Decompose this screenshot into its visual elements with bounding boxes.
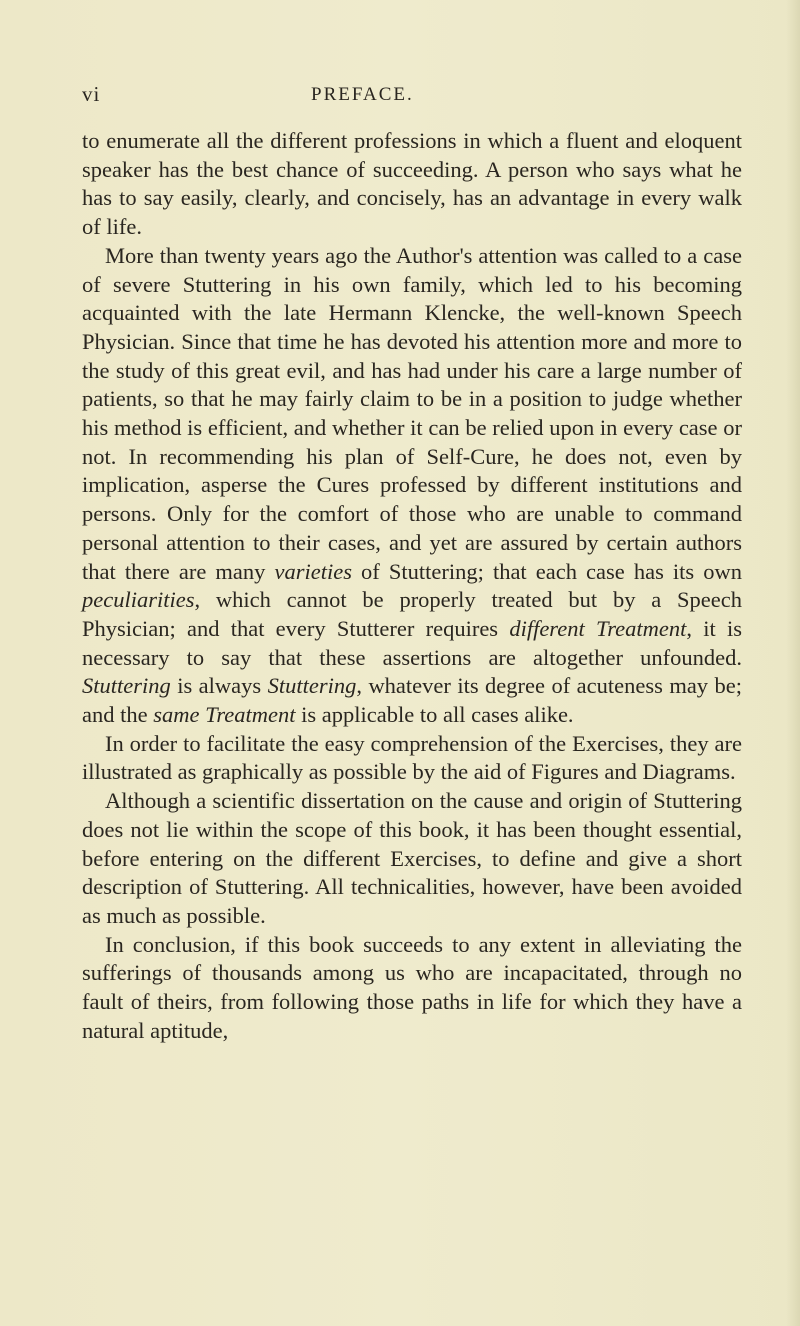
text-segment: In conclusion, if this book succeeds to any extent in alleviating the sufferings of thousands among us who are incapacitated, through no fault of theirs, from following those paths in life for which they have a natural aptitude, [82,931,742,1043]
text-segment: , whatever its degree of acuteness may be; and the [82,673,742,728]
italic-text: peculiarities [82,587,195,613]
body-text [82,127,742,1046]
text-segment: , which cannot be properly treated but by a Speech Physician; and that every Stutterer requires [82,587,742,641]
text-segment: to enumerate all the different professions in which a fluent and eloquent speaker has the best chance of succeeding. A person who says what he has to say easily, clearly, and concisely, has an advantage in every walk of life. [82,128,742,240]
paragraph [82,787,742,931]
italic-text: Stuttering [267,673,357,699]
italic-text: different Treatment [509,615,687,641]
text-segment: is always [170,673,268,699]
italic-text: same Treatment [153,702,296,728]
italic-text: Stuttering [82,673,171,699]
text-segment: More than twenty years ago the Author's attention was called to a case of severe Stuttering in his own family, which led to his becoming acquainted with the late Hermann Klencke, the well-known Speech Physician. Since that time he has devoted his attention more and more to the study of this great evil, and has had under his care a large number of patients, so that he may fairly claim to be in a position to judge whether his method is efficient, and whether it can be relied upon in every case or not. In recommending his plan of Self-Cure, he does not, even by implication, asperse the Cures professed by different institutions and persons. Only for the comfort of those who are unable to command personal attention to their cases, and yet are assured by certain authors that there are many [82,242,742,584]
page-edge-shadow [786,0,800,1326]
text-segment: Although a scientific dissertation on the cause and origin of Stuttering does not lie within the scope of this book, it has been thought essential, before entering on the different Exercises, to define and give a short description of Stuttering. All technicalities, however, have been avoided as much as possible. [82,788,742,928]
text-segment: , it is necessary to say that these assertions are altogether unfounded. [82,615,742,670]
paragraph [82,127,742,242]
paragraph [82,730,742,787]
text-segment: of Stuttering; that each case has its own [351,558,742,584]
page-header [0,82,800,112]
italic-text: varieties [274,558,352,584]
paragraph [82,242,742,730]
paragraph [82,931,742,1046]
running-title: PREFACE. [311,84,414,105]
text-segment: is applicable to all cases alike. [295,702,574,728]
page-number: vi [82,82,101,106]
text-segment: In order to facilitate the easy comprehension of the Exercises, they are illustrated as graphically as possible by the aid of Figures and Diagrams. [82,730,742,785]
